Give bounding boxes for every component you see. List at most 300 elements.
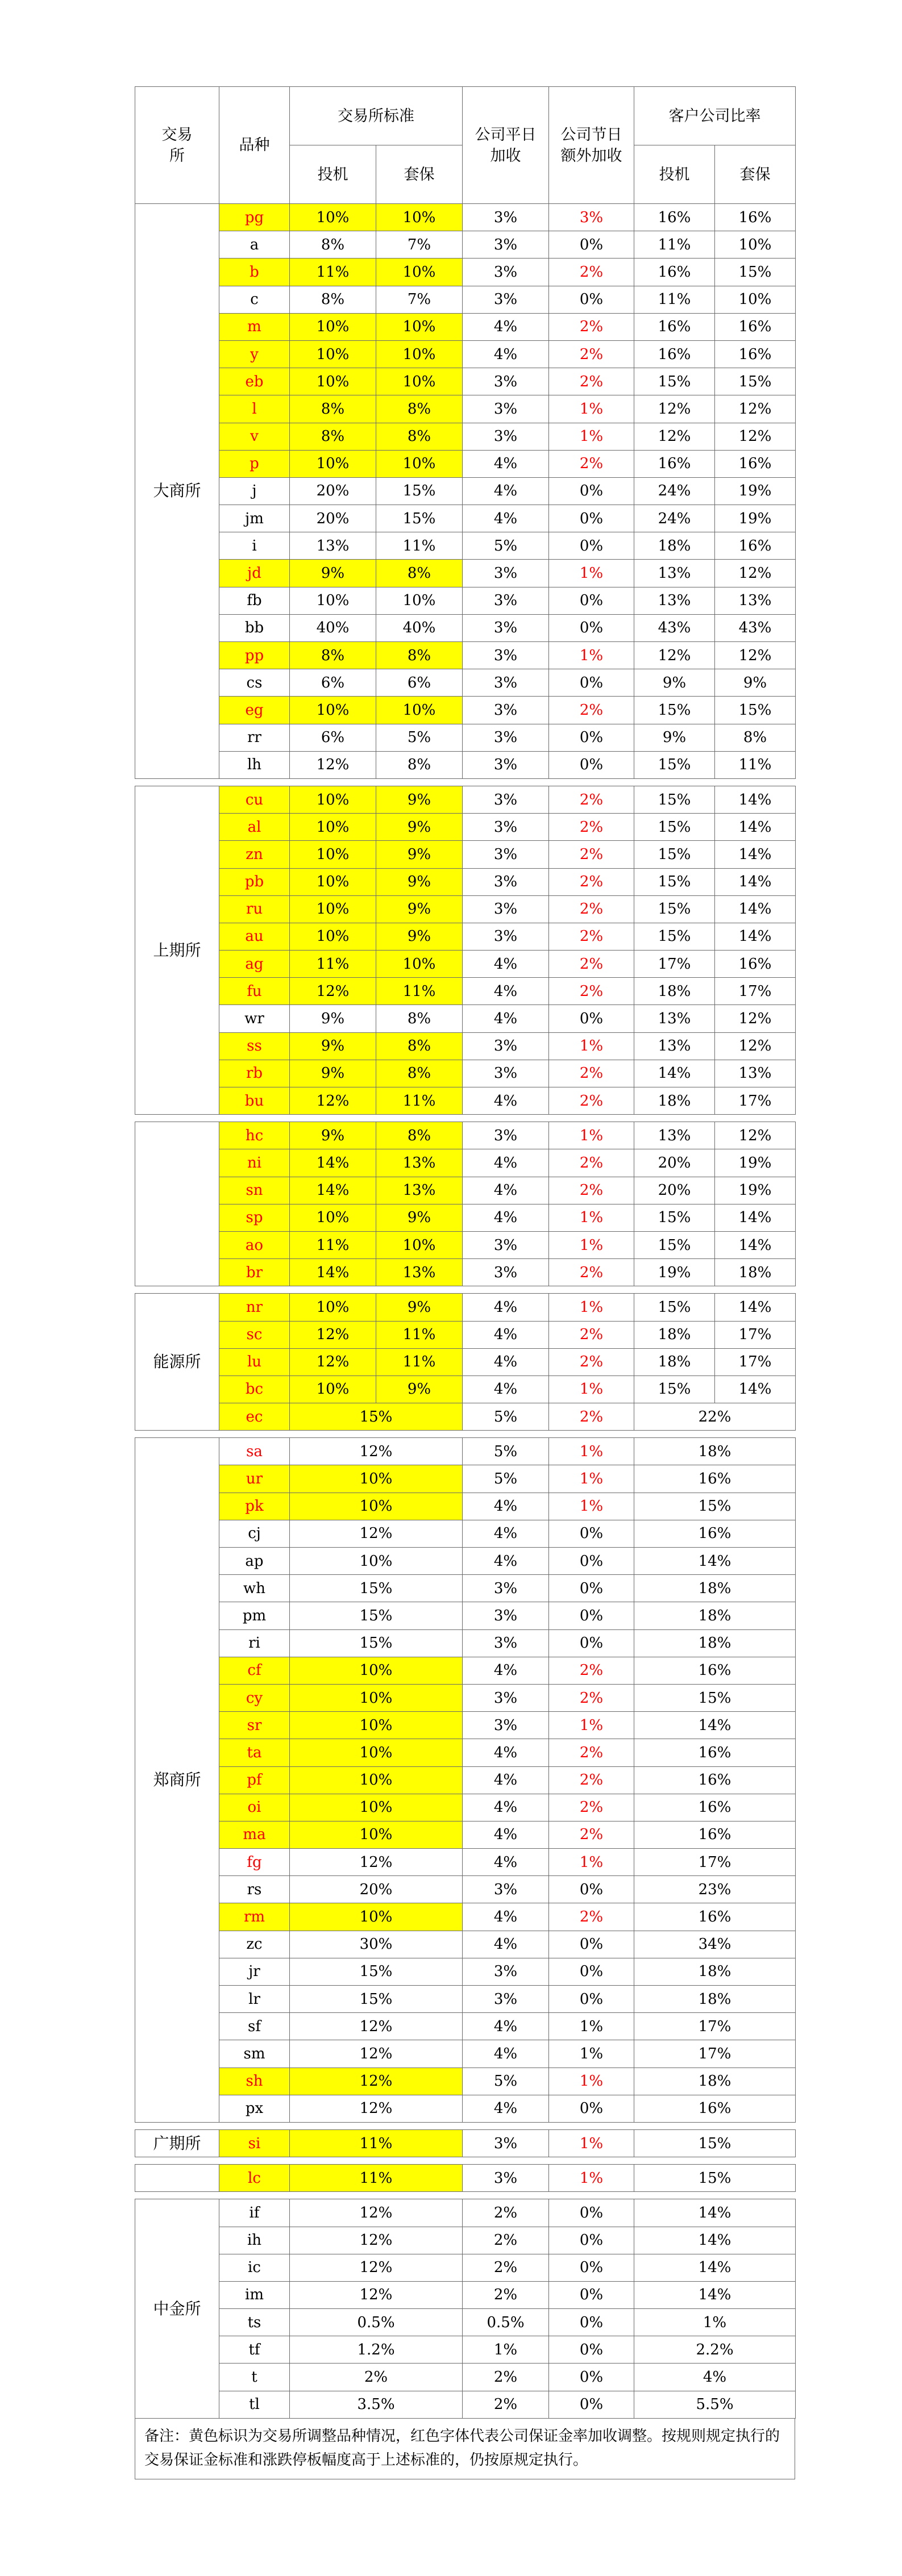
company-holiday-cell: 1% bbox=[549, 395, 634, 423]
client-hedge-cell: 17% bbox=[715, 978, 796, 1005]
exchange-cell bbox=[135, 1122, 219, 1286]
company-holiday-cell: 0% bbox=[549, 2309, 634, 2336]
exchange-standard-cell: 1.2% bbox=[290, 2336, 463, 2364]
company-weekday-cell: 3% bbox=[463, 1231, 549, 1258]
table-row bbox=[135, 423, 796, 450]
exchange-hedge-cell: 11% bbox=[376, 532, 463, 560]
table-row bbox=[135, 923, 796, 950]
variety-cell: b bbox=[219, 259, 290, 286]
exchange-hedge-cell: 10% bbox=[376, 313, 463, 340]
exchange-cell: 上期所 bbox=[135, 786, 219, 1114]
variety-cell: sm bbox=[219, 2040, 290, 2068]
header-variety: 品种 bbox=[219, 87, 290, 204]
company-holiday-cell: 0% bbox=[549, 1602, 634, 1629]
exchange-hedge-cell: 8% bbox=[376, 395, 463, 423]
table-row bbox=[135, 1629, 796, 1657]
client-ratio-cell: 23% bbox=[634, 1876, 796, 1903]
client-hedge-cell: 17% bbox=[715, 1087, 796, 1115]
exchange-hedge-cell: 10% bbox=[376, 450, 463, 477]
exchange-speculation-cell: 10% bbox=[290, 1294, 376, 1321]
variety-cell: zc bbox=[219, 1931, 290, 1958]
client-hedge-cell: 19% bbox=[715, 505, 796, 532]
company-weekday-cell: 4% bbox=[463, 1493, 549, 1520]
company-holiday-cell: 2% bbox=[549, 1821, 634, 1848]
table-row bbox=[135, 1548, 796, 1575]
company-weekday-cell: 3% bbox=[463, 814, 549, 841]
exchange-standard-cell: 12% bbox=[290, 1849, 463, 1876]
exchange-speculation-cell: 8% bbox=[290, 642, 376, 669]
company-weekday-cell: 4% bbox=[463, 1294, 549, 1321]
group-spacer bbox=[135, 1431, 796, 1438]
table-row bbox=[135, 1931, 796, 1958]
company-holiday-cell: 1% bbox=[549, 1493, 634, 1520]
client-hedge-cell: 17% bbox=[715, 1348, 796, 1375]
exchange-standard-cell: 12% bbox=[290, 2199, 463, 2227]
table-row bbox=[135, 231, 796, 259]
header-company-holiday: 公司节日额外加收 bbox=[549, 87, 634, 204]
exchange-speculation-cell: 10% bbox=[290, 923, 376, 950]
variety-cell: br bbox=[219, 1259, 290, 1286]
variety-cell: cy bbox=[219, 1684, 290, 1711]
company-weekday-cell: 4% bbox=[463, 1548, 549, 1575]
company-weekday-cell: 4% bbox=[463, 978, 549, 1005]
variety-cell: a bbox=[219, 231, 290, 259]
header-company-weekday: 公司平日加收 bbox=[463, 87, 549, 204]
variety-cell: sc bbox=[219, 1321, 290, 1348]
header-client-speculation: 投机 bbox=[634, 145, 715, 204]
company-holiday-cell: 0% bbox=[549, 1876, 634, 1903]
group-spacer bbox=[135, 2157, 796, 2165]
group-spacer bbox=[135, 778, 796, 786]
company-weekday-cell: 4% bbox=[463, 1931, 549, 1958]
table-row bbox=[135, 313, 796, 340]
client-speculation-cell: 13% bbox=[634, 1032, 715, 1060]
company-holiday-cell: 0% bbox=[549, 2281, 634, 2308]
table-row bbox=[135, 1005, 796, 1032]
company-weekday-cell: 3% bbox=[463, 1032, 549, 1060]
exchange-hedge-cell: 9% bbox=[376, 1375, 463, 1403]
client-ratio-cell: 16% bbox=[634, 1465, 796, 1493]
company-holiday-cell: 0% bbox=[549, 2364, 634, 2391]
client-ratio-cell: 14% bbox=[634, 1712, 796, 1739]
company-holiday-cell: 2% bbox=[549, 368, 634, 395]
exchange-standard-cell: 20% bbox=[290, 1876, 463, 1903]
exchange-hedge-cell: 9% bbox=[376, 868, 463, 895]
client-ratio-cell: 34% bbox=[634, 1931, 796, 1958]
variety-cell: lr bbox=[219, 1986, 290, 2013]
company-holiday-cell: 0% bbox=[549, 1931, 634, 1958]
company-holiday-cell: 2% bbox=[549, 1149, 634, 1177]
table-row bbox=[135, 1348, 796, 1375]
table-row bbox=[135, 204, 796, 231]
company-weekday-cell: 4% bbox=[463, 1005, 549, 1032]
company-weekday-cell: 4% bbox=[463, 505, 549, 532]
exchange-speculation-cell: 14% bbox=[290, 1149, 376, 1177]
group-spacer-cell bbox=[135, 778, 796, 786]
exchange-standard-cell: 10% bbox=[290, 1739, 463, 1766]
exchange-hedge-cell: 8% bbox=[376, 1060, 463, 1087]
variety-cell: rm bbox=[219, 1903, 290, 1931]
company-holiday-cell: 0% bbox=[549, 2336, 634, 2364]
client-speculation-cell: 15% bbox=[634, 1231, 715, 1258]
table-row bbox=[135, 1375, 796, 1403]
client-speculation-cell: 15% bbox=[634, 1204, 715, 1231]
company-holiday-cell: 2% bbox=[549, 1684, 634, 1711]
client-speculation-cell: 9% bbox=[634, 724, 715, 751]
client-speculation-cell: 18% bbox=[634, 1321, 715, 1348]
variety-cell: sa bbox=[219, 1438, 290, 1465]
client-hedge-cell: 14% bbox=[715, 923, 796, 950]
table-row bbox=[135, 587, 796, 614]
company-holiday-cell: 0% bbox=[549, 231, 634, 259]
header-exchange-hedge: 套保 bbox=[376, 145, 463, 204]
client-ratio-cell: 15% bbox=[634, 2129, 796, 2157]
company-holiday-cell: 0% bbox=[549, 505, 634, 532]
table-row bbox=[135, 1259, 796, 1286]
exchange-standard-cell: 3.5% bbox=[290, 2391, 463, 2418]
exchange-speculation-cell: 12% bbox=[290, 1348, 376, 1375]
table-row bbox=[135, 2040, 796, 2068]
client-hedge-cell: 19% bbox=[715, 477, 796, 505]
company-holiday-cell: 2% bbox=[549, 1321, 634, 1348]
variety-cell: ma bbox=[219, 1821, 290, 1848]
group-spacer bbox=[135, 1286, 796, 1294]
client-speculation-cell: 15% bbox=[634, 814, 715, 841]
client-speculation-cell: 13% bbox=[634, 560, 715, 587]
client-speculation-cell: 14% bbox=[634, 1060, 715, 1087]
client-hedge-cell: 12% bbox=[715, 560, 796, 587]
header-client-hedge: 套保 bbox=[715, 145, 796, 204]
variety-cell: ni bbox=[219, 1149, 290, 1177]
variety-cell: t bbox=[219, 2364, 290, 2391]
company-weekday-cell: 3% bbox=[463, 1060, 549, 1087]
company-holiday-cell: 0% bbox=[549, 751, 634, 778]
table-row bbox=[135, 368, 796, 395]
client-hedge-cell: 14% bbox=[715, 1375, 796, 1403]
table-row bbox=[135, 1403, 796, 1431]
exchange-hedge-cell: 11% bbox=[376, 1087, 463, 1115]
exchange-hedge-cell: 11% bbox=[376, 978, 463, 1005]
variety-cell: m bbox=[219, 313, 290, 340]
client-speculation-cell: 24% bbox=[634, 477, 715, 505]
client-speculation-cell: 11% bbox=[634, 286, 715, 313]
table-row bbox=[135, 1602, 796, 1629]
variety-cell: cf bbox=[219, 1657, 290, 1684]
table-row bbox=[135, 751, 796, 778]
client-hedge-cell: 43% bbox=[715, 614, 796, 641]
table-row bbox=[135, 395, 796, 423]
exchange-speculation-cell: 10% bbox=[290, 340, 376, 368]
footnote: 备注：黄色标识为交易所调整品种情况，红色字体代表公司保证金率加收调整。按规则规定执行的交易保证金标准和涨跌停板幅度高于上述标准的，仍按原规定执行。 bbox=[135, 2419, 795, 2479]
header-exchange: 交易所 bbox=[135, 87, 219, 204]
company-holiday-cell: 0% bbox=[549, 2095, 634, 2122]
client-ratio-cell: 16% bbox=[634, 1739, 796, 1766]
exchange-standard-cell: 11% bbox=[290, 2165, 463, 2192]
company-holiday-cell: 1% bbox=[549, 2165, 634, 2192]
variety-cell: bc bbox=[219, 1375, 290, 1403]
client-hedge-cell: 14% bbox=[715, 1231, 796, 1258]
company-weekday-cell: 3% bbox=[463, 697, 549, 724]
client-ratio-cell: 15% bbox=[634, 1493, 796, 1520]
exchange-hedge-cell: 10% bbox=[376, 951, 463, 978]
table-row bbox=[135, 1032, 796, 1060]
variety-cell: ap bbox=[219, 1548, 290, 1575]
variety-cell: sr bbox=[219, 1712, 290, 1739]
company-weekday-cell: 3% bbox=[463, 231, 549, 259]
company-holiday-cell: 1% bbox=[549, 1465, 634, 1493]
client-speculation-cell: 15% bbox=[634, 751, 715, 778]
company-weekday-cell: 3% bbox=[463, 786, 549, 813]
table-row bbox=[135, 669, 796, 697]
table-row bbox=[135, 951, 796, 978]
client-hedge-cell: 12% bbox=[715, 642, 796, 669]
exchange-speculation-cell: 11% bbox=[290, 259, 376, 286]
client-speculation-cell: 18% bbox=[634, 978, 715, 1005]
table-row bbox=[135, 2254, 796, 2281]
variety-cell: rb bbox=[219, 1060, 290, 1087]
client-hedge-cell: 14% bbox=[715, 1294, 796, 1321]
company-weekday-cell: 3% bbox=[463, 1958, 549, 1985]
client-speculation-cell: 18% bbox=[634, 532, 715, 560]
exchange-hedge-cell: 13% bbox=[376, 1149, 463, 1177]
company-weekday-cell: 3% bbox=[463, 1122, 549, 1149]
client-speculation-cell: 16% bbox=[634, 313, 715, 340]
margin-rate-sheet bbox=[135, 86, 795, 2479]
variety-cell: ts bbox=[219, 2309, 290, 2336]
variety-cell: im bbox=[219, 2281, 290, 2308]
client-speculation-cell: 12% bbox=[634, 423, 715, 450]
exchange-hedge-cell: 6% bbox=[376, 669, 463, 697]
client-hedge-cell: 12% bbox=[715, 1032, 796, 1060]
variety-cell: pk bbox=[219, 1493, 290, 1520]
client-hedge-cell: 15% bbox=[715, 368, 796, 395]
exchange-speculation-cell: 9% bbox=[290, 1005, 376, 1032]
company-holiday-cell: 2% bbox=[549, 1657, 634, 1684]
table-row bbox=[135, 1739, 796, 1766]
company-holiday-cell: 0% bbox=[549, 1005, 634, 1032]
client-ratio-cell: 16% bbox=[634, 2095, 796, 2122]
company-weekday-cell: 5% bbox=[463, 1465, 549, 1493]
company-holiday-cell: 2% bbox=[549, 340, 634, 368]
exchange-standard-cell: 12% bbox=[290, 1438, 463, 1465]
client-ratio-cell: 22% bbox=[634, 1403, 796, 1431]
client-speculation-cell: 15% bbox=[634, 368, 715, 395]
company-weekday-cell: 3% bbox=[463, 1876, 549, 1903]
variety-cell: rr bbox=[219, 724, 290, 751]
company-holiday-cell: 0% bbox=[549, 532, 634, 560]
table-row bbox=[135, 614, 796, 641]
exchange-standard-cell: 10% bbox=[290, 1794, 463, 1821]
table-row bbox=[135, 1958, 796, 1985]
exchange-speculation-cell: 13% bbox=[290, 532, 376, 560]
company-weekday-cell: 3% bbox=[463, 669, 549, 697]
company-holiday-cell: 2% bbox=[549, 841, 634, 868]
client-hedge-cell: 12% bbox=[715, 1005, 796, 1032]
company-holiday-cell: 1% bbox=[549, 2013, 634, 2040]
company-holiday-cell: 2% bbox=[549, 1348, 634, 1375]
variety-cell: ru bbox=[219, 895, 290, 923]
table-row bbox=[135, 2068, 796, 2095]
exchange-cell: 郑商所 bbox=[135, 1438, 219, 2123]
company-holiday-cell: 0% bbox=[549, 1520, 634, 1547]
variety-cell: zn bbox=[219, 841, 290, 868]
table-row bbox=[135, 560, 796, 587]
company-weekday-cell: 4% bbox=[463, 477, 549, 505]
company-weekday-cell: 3% bbox=[463, 751, 549, 778]
table-row bbox=[135, 2336, 796, 2364]
exchange-speculation-cell: 20% bbox=[290, 477, 376, 505]
client-ratio-cell: 1% bbox=[634, 2309, 796, 2336]
variety-cell: pg bbox=[219, 204, 290, 231]
table-row bbox=[135, 1684, 796, 1711]
client-speculation-cell: 11% bbox=[634, 231, 715, 259]
company-weekday-cell: 3% bbox=[463, 1629, 549, 1657]
client-hedge-cell: 16% bbox=[715, 204, 796, 231]
table-row bbox=[135, 1231, 796, 1258]
company-weekday-cell: 3% bbox=[463, 868, 549, 895]
variety-cell: ic bbox=[219, 2254, 290, 2281]
company-weekday-cell: 4% bbox=[463, 450, 549, 477]
exchange-standard-cell: 10% bbox=[290, 1821, 463, 1848]
exchange-hedge-cell: 8% bbox=[376, 642, 463, 669]
client-ratio-cell: 2.2% bbox=[634, 2336, 796, 2364]
exchange-standard-cell: 12% bbox=[290, 2254, 463, 2281]
company-holiday-cell: 2% bbox=[549, 1060, 634, 1087]
variety-cell: ta bbox=[219, 1739, 290, 1766]
variety-cell: fu bbox=[219, 978, 290, 1005]
exchange-cell: 能源所 bbox=[135, 1294, 219, 1431]
header-row-top bbox=[135, 87, 796, 145]
exchange-standard-cell: 10% bbox=[290, 1684, 463, 1711]
variety-cell: ri bbox=[219, 1629, 290, 1657]
variety-cell: fg bbox=[219, 1849, 290, 1876]
exchange-cell: 大商所 bbox=[135, 204, 219, 779]
client-speculation-cell: 13% bbox=[634, 1122, 715, 1149]
variety-cell: ag bbox=[219, 951, 290, 978]
company-holiday-cell: 2% bbox=[549, 259, 634, 286]
company-holiday-cell: 2% bbox=[549, 1177, 634, 1204]
client-ratio-cell: 17% bbox=[634, 2040, 796, 2068]
exchange-standard-cell: 12% bbox=[290, 2095, 463, 2122]
exchange-speculation-cell: 40% bbox=[290, 614, 376, 641]
company-holiday-cell: 1% bbox=[549, 423, 634, 450]
client-speculation-cell: 16% bbox=[634, 204, 715, 231]
table-row bbox=[135, 286, 796, 313]
client-ratio-cell: 14% bbox=[634, 2227, 796, 2254]
table-row bbox=[135, 1060, 796, 1087]
exchange-hedge-cell: 9% bbox=[376, 841, 463, 868]
company-weekday-cell: 3% bbox=[463, 286, 549, 313]
client-speculation-cell: 16% bbox=[634, 259, 715, 286]
company-weekday-cell: 4% bbox=[463, 1149, 549, 1177]
company-holiday-cell: 0% bbox=[549, 587, 634, 614]
client-hedge-cell: 12% bbox=[715, 395, 796, 423]
company-holiday-cell: 1% bbox=[549, 1849, 634, 1876]
exchange-standard-cell: 2% bbox=[290, 2364, 463, 2391]
exchange-speculation-cell: 9% bbox=[290, 1122, 376, 1149]
exchange-cell: 广期所 bbox=[135, 2129, 219, 2157]
table-row bbox=[135, 841, 796, 868]
company-holiday-cell: 1% bbox=[549, 2129, 634, 2157]
table-row bbox=[135, 1876, 796, 1903]
exchange-speculation-cell: 10% bbox=[290, 313, 376, 340]
exchange-hedge-cell: 15% bbox=[376, 505, 463, 532]
client-ratio-cell: 18% bbox=[634, 1602, 796, 1629]
exchange-speculation-cell: 10% bbox=[290, 368, 376, 395]
company-weekday-cell: 3% bbox=[463, 560, 549, 587]
variety-cell: i bbox=[219, 532, 290, 560]
client-hedge-cell: 13% bbox=[715, 587, 796, 614]
company-weekday-cell: 3% bbox=[463, 423, 549, 450]
variety-cell: cj bbox=[219, 1520, 290, 1547]
company-weekday-cell: 4% bbox=[463, 1348, 549, 1375]
exchange-speculation-cell: 10% bbox=[290, 697, 376, 724]
company-weekday-cell: 4% bbox=[463, 1375, 549, 1403]
table-row bbox=[135, 1986, 796, 2013]
client-speculation-cell: 12% bbox=[634, 395, 715, 423]
company-weekday-cell: 3% bbox=[463, 204, 549, 231]
company-holiday-cell: 2% bbox=[549, 868, 634, 895]
client-hedge-cell: 14% bbox=[715, 868, 796, 895]
table-row bbox=[135, 1204, 796, 1231]
company-holiday-cell: 2% bbox=[549, 1794, 634, 1821]
client-ratio-cell: 16% bbox=[634, 1794, 796, 1821]
company-holiday-cell: 0% bbox=[549, 724, 634, 751]
group-spacer-cell bbox=[135, 1431, 796, 1438]
table-row bbox=[135, 1465, 796, 1493]
variety-cell: tf bbox=[219, 2336, 290, 2364]
client-speculation-cell: 16% bbox=[634, 340, 715, 368]
client-ratio-cell: 14% bbox=[634, 1548, 796, 1575]
company-holiday-cell: 2% bbox=[549, 951, 634, 978]
company-holiday-cell: 1% bbox=[549, 1438, 634, 1465]
client-hedge-cell: 13% bbox=[715, 1060, 796, 1087]
exchange-hedge-cell: 10% bbox=[376, 259, 463, 286]
client-speculation-cell: 15% bbox=[634, 841, 715, 868]
exchange-speculation-cell: 10% bbox=[290, 814, 376, 841]
table-row bbox=[135, 814, 796, 841]
exchange-speculation-cell: 10% bbox=[290, 868, 376, 895]
company-weekday-cell: 2% bbox=[463, 2364, 549, 2391]
company-weekday-cell: 5% bbox=[463, 2068, 549, 2095]
company-weekday-cell: 5% bbox=[463, 532, 549, 560]
client-ratio-cell: 16% bbox=[634, 1520, 796, 1547]
company-weekday-cell: 2% bbox=[463, 2281, 549, 2308]
exchange-speculation-cell: 12% bbox=[290, 1087, 376, 1115]
company-weekday-cell: 4% bbox=[463, 1821, 549, 1848]
company-weekday-cell: 2% bbox=[463, 2227, 549, 2254]
company-holiday-cell: 0% bbox=[549, 1958, 634, 1985]
client-ratio-cell: 4% bbox=[634, 2364, 796, 2391]
variety-cell: si bbox=[219, 2129, 290, 2157]
company-weekday-cell: 3% bbox=[463, 895, 549, 923]
company-weekday-cell: 4% bbox=[463, 1087, 549, 1115]
company-weekday-cell: 4% bbox=[463, 1321, 549, 1348]
client-hedge-cell: 16% bbox=[715, 313, 796, 340]
exchange-hedge-cell: 5% bbox=[376, 724, 463, 751]
exchange-standard-cell: 12% bbox=[290, 2227, 463, 2254]
variety-cell: nr bbox=[219, 1294, 290, 1321]
variety-cell: jd bbox=[219, 560, 290, 587]
client-speculation-cell: 9% bbox=[634, 669, 715, 697]
table-row bbox=[135, 2095, 796, 2122]
exchange-speculation-cell: 9% bbox=[290, 1060, 376, 1087]
table-row bbox=[135, 1821, 796, 1848]
client-speculation-cell: 15% bbox=[634, 923, 715, 950]
client-speculation-cell: 20% bbox=[634, 1177, 715, 1204]
margin-rate-table bbox=[135, 86, 796, 2419]
company-weekday-cell: 3% bbox=[463, 1259, 549, 1286]
